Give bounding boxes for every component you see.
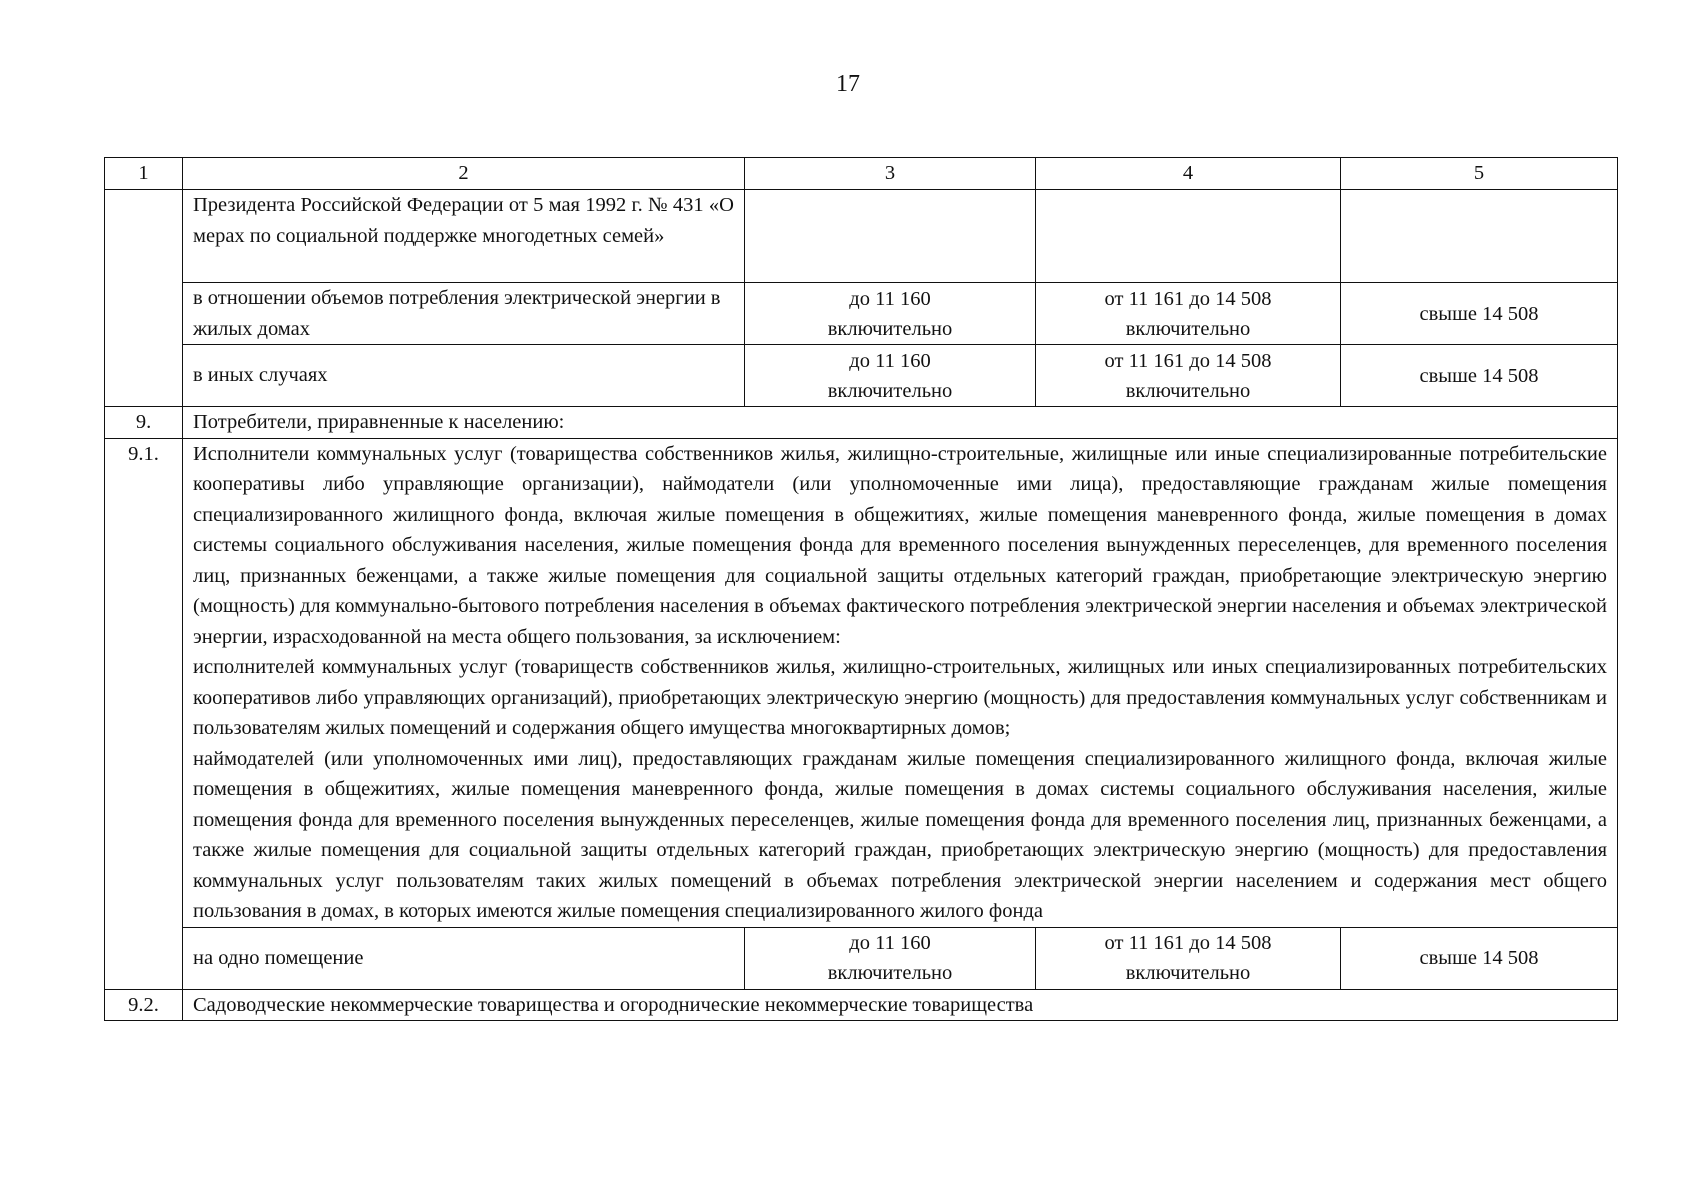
header-row xyxy=(105,158,1618,190)
row-label: на одно помещение xyxy=(183,927,745,989)
description-paragraph: Исполнители коммунальных услуг (товарищества собственников жилья, жилищно-строительные, жилищные или иные специализированные потребительские кооперативы либо управляющие организации), наймодатели (или уполномоченные ими лица), предоставляющие гражданам жилые помещения специализированного жилищного фонда, включая жилые помещения в общежитиях, жилые помещения маневренного фонда, жилые помещения в домах системы социального обслуживания населения, жилые помещения фонда для временного поселения вынужденных переселенцев, для временного поселения лиц, признанных беженцами, а также жилые помещения для социальной защиты отдельных категорий граждан, приобретающие электрическую энергию (мощность) для коммунально-бытового потребления населения в объемах фактического потребления электрической энергии населения и объемах электрической энергии, израсходованной на места общего пользования, за исключением: xyxy=(193,442,1607,648)
tariff-table xyxy=(104,157,1618,1021)
range-low xyxy=(745,283,1036,345)
table-row xyxy=(105,407,1618,439)
header-col-5: 5 xyxy=(1341,158,1618,190)
range-value: до 11 160 xyxy=(849,932,931,954)
empty-cell xyxy=(745,190,1036,283)
row-number: 9.2. xyxy=(105,989,183,1021)
description-paragraph: исполнителей коммунальных услуг (товариществ собственников жилья, жилищно-строительных, жилищных или иных специализированных потребительских кооперативов либо управляющих организаций), приобретающих электрическую энергию (мощность) для предоставления коммунальных услуг собственникам и пользователям жилых помещений и содержания общего имущества многоквартирных домов; xyxy=(193,656,1607,739)
range-mid xyxy=(1036,927,1341,989)
page-number: 17 xyxy=(836,71,860,97)
table-row xyxy=(105,190,1618,283)
row-label: в отношении объемов потребления электрической энергии в жилых домах xyxy=(183,283,745,345)
row-label: в иных случаях xyxy=(183,345,745,407)
range-qualifier: включительно xyxy=(1125,962,1251,984)
empty-cell xyxy=(1341,190,1618,283)
range-qualifier: включительно xyxy=(827,317,953,340)
header-col-2: 2 xyxy=(183,158,745,190)
range-value: до 11 160 xyxy=(849,349,931,372)
range-value: от 11 161 до 14 508 xyxy=(1104,349,1272,372)
range-qualifier: включительно xyxy=(1125,317,1251,340)
header-col-1: 1 xyxy=(105,158,183,190)
range-qualifier: включительно xyxy=(827,379,953,402)
description-paragraph: наймодателей (или уполномоченных ими лиц), предоставляющих гражданам жилые помещения специализированного жилищного фонда, включая жилые помещения в общежитиях, жилые помещения маневренного фонда, жилые помещения в домах системы социального обслуживания населения, жилые помещения фонда для временного поселения вынужденных переселенцев, жилые помещения фонда для временного поселения лиц, признанных беженцами, а также жилые помещения для социальной защиты отдельных категорий граждан, приобретающих электрическую энергию (мощность) для предоставления коммунальных услуг пользователям таких жилых помещений в объемах потребления электрической энергии населением и содержания мест общего пользования в домах, в которых имеются жилые помещения специализированного жилого фонда xyxy=(193,747,1607,922)
table-row xyxy=(105,989,1618,1021)
header-col-4: 4 xyxy=(1036,158,1341,190)
range-low xyxy=(745,345,1036,407)
range-high: свыше 14 508 xyxy=(1341,345,1618,407)
range-mid xyxy=(1036,283,1341,345)
empty-cell xyxy=(1036,190,1341,283)
range-value: от 11 161 до 14 508 xyxy=(1104,287,1272,310)
range-high: свыше 14 508 xyxy=(1341,927,1618,989)
table-row xyxy=(105,927,1618,989)
range-low xyxy=(745,927,1036,989)
range-value: от 11 161 до 14 508 xyxy=(1104,932,1272,954)
table-row xyxy=(105,345,1618,407)
row-number: 9.1. xyxy=(105,438,183,989)
range-qualifier: включительно xyxy=(827,962,953,984)
header-col-3: 3 xyxy=(745,158,1036,190)
range-value: до 11 160 xyxy=(849,287,931,310)
range-qualifier: включительно xyxy=(1125,379,1251,402)
consumer-description xyxy=(183,438,1618,927)
range-high: свыше 14 508 xyxy=(1341,283,1618,345)
section-title: Садоводческие некоммерческие товарищества и огороднические некоммерческие товарищества xyxy=(183,989,1618,1021)
section-title: Потребители, приравненные к населению: xyxy=(183,407,1618,439)
table-row xyxy=(105,283,1618,345)
decree-reference: Президента Российской Федерации от 5 мая 1992 г. № 431 «О мерах по социальной поддержке многодетных семей» xyxy=(183,190,745,283)
table-row xyxy=(105,438,1618,927)
range-mid xyxy=(1036,345,1341,407)
row-number: 9. xyxy=(105,407,183,439)
row-number-empty xyxy=(105,190,183,407)
